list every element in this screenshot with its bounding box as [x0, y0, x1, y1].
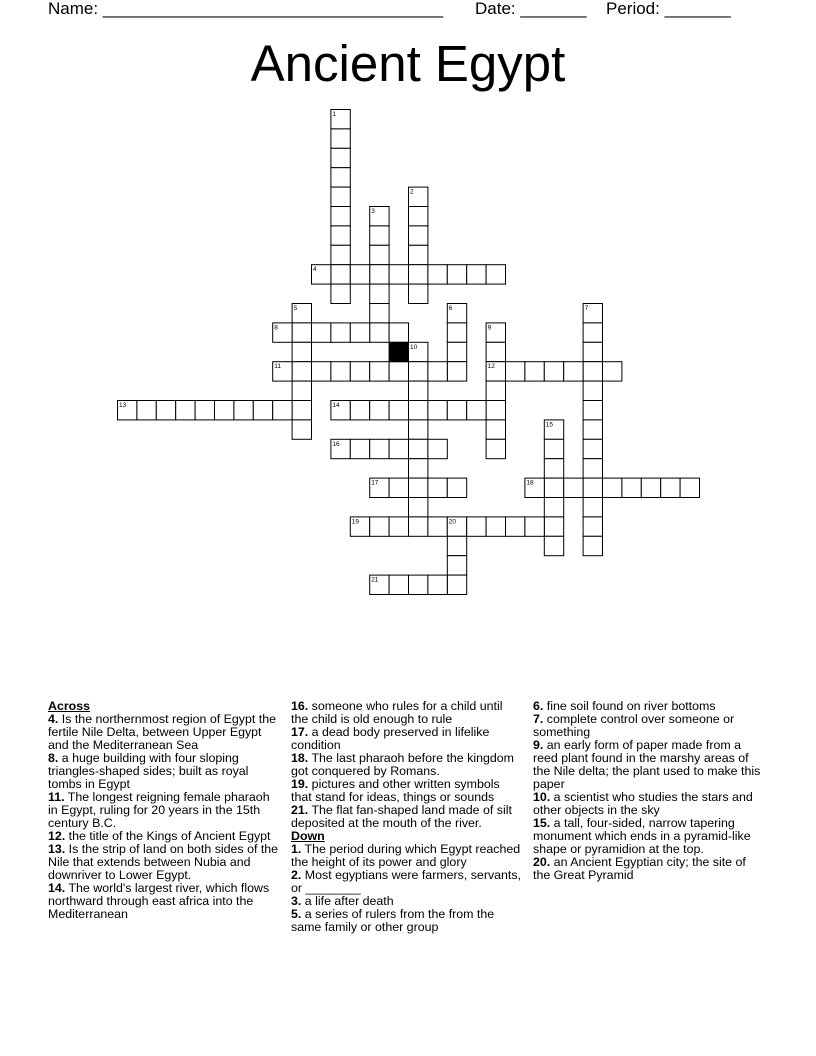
clue-number-label: 21. — [291, 803, 309, 817]
grid-cell[interactable] — [370, 304, 389, 323]
grid-cell[interactable] — [195, 401, 214, 420]
clue-number-label: 5. — [291, 907, 302, 921]
clue-number-label: 15. — [533, 816, 551, 830]
grid-cell[interactable] — [486, 342, 505, 361]
clue-text: The period during which Egypt reached the height of its power and glory — [291, 842, 521, 869]
clue-number: 6 — [448, 305, 453, 312]
grid-cell[interactable] — [486, 401, 505, 420]
grid-cell[interactable] — [583, 420, 602, 439]
clue-number: 18 — [526, 479, 534, 487]
grid-cell[interactable] — [389, 517, 408, 536]
clue-number: 2 — [410, 188, 414, 196]
clue-number: 17 — [371, 479, 379, 487]
clue-text: the title of the Kings of Ancient Egypt — [65, 829, 271, 843]
clue-number: 8 — [274, 324, 278, 332]
clue-number: 7 — [584, 305, 589, 312]
grid-cell[interactable] — [486, 381, 505, 400]
grid-cell[interactable] — [292, 323, 311, 342]
clue-number: 14 — [332, 402, 340, 409]
grid-cell[interactable] — [428, 478, 447, 497]
grid-cell[interactable] — [409, 575, 428, 594]
grid-cell[interactable] — [370, 517, 389, 536]
grid-cell[interactable] — [292, 362, 311, 381]
clue-text: a huge building with four sloping triangles-shaped sides; built as royal tombs in Egypt — [48, 751, 249, 791]
grid-cell[interactable] — [428, 362, 447, 381]
down-clue — [533, 791, 765, 817]
black-grid-cell — [389, 342, 408, 361]
grid-cell[interactable] — [506, 362, 525, 381]
grid-cell[interactable] — [389, 401, 408, 420]
date-field-label[interactable]: Date: _______ — [475, 0, 587, 18]
across-clue — [291, 778, 523, 804]
grid-cell[interactable] — [389, 265, 408, 284]
grid-cell[interactable] — [409, 459, 428, 478]
grid-cell[interactable] — [583, 362, 602, 381]
grid-cell[interactable] — [583, 439, 602, 458]
grid-cell[interactable] — [350, 362, 369, 381]
across-clue — [291, 726, 523, 752]
clue-text: pictures and other written symbols that stand for ideas, things or sounds — [291, 777, 500, 804]
clue-text: a series of rulers from the from the same family or other group — [291, 907, 495, 934]
across-clue — [48, 752, 280, 791]
clue-number: 20 — [448, 518, 457, 526]
clue-text: Most egyptians were farmers, servants, or ________ — [291, 868, 522, 895]
clue-column-3 — [533, 700, 765, 882]
grid-cell[interactable] — [583, 342, 602, 361]
clue-text: a life after death — [301, 894, 394, 908]
grid-cell[interactable] — [486, 439, 505, 458]
clue-number: 11 — [274, 363, 281, 371]
down-clue — [533, 856, 765, 882]
grid-cell[interactable] — [331, 226, 350, 245]
page-title: Ancient Egypt — [250, 35, 566, 92]
grid-cell[interactable] — [467, 517, 486, 536]
grid-cell[interactable] — [331, 362, 350, 381]
grid-cell[interactable] — [583, 478, 602, 497]
grid-cell[interactable] — [331, 323, 350, 342]
grid-cell[interactable] — [292, 401, 311, 420]
grid-cell[interactable] — [292, 342, 311, 361]
grid-cell[interactable] — [564, 362, 583, 381]
clue-text: Is the northernmost region of Egypt the fertile Nile Delta, between Upper Egypt and the Mediterranean Sea — [48, 712, 276, 752]
down-clue — [533, 713, 765, 739]
grid-cell[interactable] — [641, 478, 660, 497]
grid-cell[interactable] — [583, 498, 602, 517]
grid-cell[interactable] — [370, 323, 389, 342]
grid-cell[interactable] — [370, 439, 389, 458]
name-field-label[interactable]: Name: ____________________________________ — [48, 0, 444, 18]
grid-cell[interactable] — [583, 401, 602, 420]
grid-cell[interactable] — [544, 362, 563, 381]
grid-cell[interactable] — [137, 401, 156, 420]
grid-cell[interactable] — [486, 265, 505, 284]
clue-text: complete control over someone or something — [533, 712, 735, 739]
grid-cell[interactable] — [544, 439, 563, 458]
grid-cell[interactable] — [409, 401, 428, 420]
grid-cell[interactable] — [312, 323, 331, 342]
clue-number-label: 20. — [533, 855, 551, 869]
grid-cell[interactable] — [428, 265, 447, 284]
clue-number: 4 — [313, 266, 317, 274]
grid-cell[interactable] — [331, 187, 350, 206]
clue-number-label: 17. — [291, 725, 309, 739]
period-field-label[interactable]: Period: _______ — [606, 0, 731, 18]
clue-text: The longest reigning female pharaoh in Egypt, ruling for 20 years in the 15th century B.C. — [48, 790, 270, 830]
clue-text: Is the strip of land on both sides of the Nile that extends between Nubia and downriver to Lower Egypt. — [48, 842, 279, 882]
clue-text: an Ancient Egyptian city; the site of the Great Pyramid — [533, 855, 746, 882]
grid-cell[interactable] — [583, 459, 602, 478]
grid-cell[interactable] — [661, 478, 680, 497]
grid-cell[interactable] — [486, 420, 505, 439]
grid-cell[interactable] — [680, 478, 699, 497]
grid-cell[interactable] — [544, 478, 563, 497]
grid-cell[interactable] — [409, 381, 428, 400]
clue-text: The last pharaoh before the kingdom got conquered by Romans. — [291, 751, 514, 778]
grid-cell[interactable] — [525, 362, 544, 381]
grid-cell[interactable] — [215, 401, 234, 420]
clue-number: 10 — [410, 343, 418, 351]
clue-number: 19 — [351, 518, 360, 526]
clue-number-label: 13. — [48, 842, 66, 856]
clue-number-label: 10. — [533, 790, 551, 804]
grid-cell[interactable] — [370, 401, 389, 420]
clue-number-label: 9. — [533, 738, 544, 752]
grid-cell[interactable] — [331, 245, 350, 264]
clue-text: a dead body preserved in lifelike condition — [291, 725, 490, 752]
grid-cell[interactable] — [583, 323, 602, 342]
grid-cell[interactable] — [331, 129, 350, 148]
clue-number: 21 — [371, 576, 379, 584]
grid-cell[interactable] — [389, 478, 408, 497]
grid-cell[interactable] — [156, 401, 175, 420]
grid-cell[interactable] — [176, 401, 195, 420]
grid-cell[interactable] — [603, 478, 622, 497]
grid-cell[interactable] — [370, 226, 389, 245]
grid-cell[interactable] — [409, 226, 428, 245]
clue-number: 16 — [332, 440, 340, 448]
grid-cell[interactable] — [409, 420, 428, 439]
grid-cell[interactable] — [350, 439, 369, 458]
grid-cell[interactable] — [447, 556, 466, 575]
across-heading: Across — [48, 699, 91, 713]
grid-cell[interactable] — [447, 323, 466, 342]
grid-cell[interactable] — [447, 478, 466, 497]
grid-cell[interactable] — [409, 245, 428, 264]
grid-cell[interactable] — [331, 168, 350, 187]
down-clue — [533, 817, 765, 856]
grid-cell[interactable] — [389, 362, 408, 381]
grid-cell[interactable] — [331, 284, 350, 303]
clue-text: a scientist who studies the stars and other objects in the sky — [533, 790, 753, 817]
grid-cell[interactable] — [544, 517, 563, 536]
clue-number-label: 16. — [291, 699, 309, 713]
grid-cell[interactable] — [331, 148, 350, 167]
grid-cell[interactable] — [428, 575, 447, 594]
grid-cell[interactable] — [350, 401, 369, 420]
down-clue — [291, 843, 523, 869]
down-clue — [291, 908, 523, 934]
grid-cell[interactable] — [350, 323, 369, 342]
grid-cell[interactable] — [447, 575, 466, 594]
across-clue — [48, 791, 280, 830]
grid-cell[interactable] — [409, 362, 428, 381]
grid-cell[interactable] — [447, 342, 466, 361]
clue-number: 15 — [545, 421, 554, 429]
across-clue — [291, 700, 523, 726]
grid-cell[interactable] — [428, 517, 447, 536]
clue-column-1 — [48, 700, 280, 921]
grid-cell[interactable] — [389, 439, 408, 458]
across-clue — [48, 713, 280, 752]
grid-cell[interactable] — [447, 401, 466, 420]
grid-cell[interactable] — [447, 362, 466, 381]
clue-number-label: 7. — [533, 712, 544, 726]
grid-cell[interactable] — [467, 401, 486, 420]
down-heading: Down — [291, 829, 325, 843]
down-clue — [291, 869, 523, 895]
clue-column-2 — [291, 700, 523, 934]
grid-cell[interactable] — [253, 401, 272, 420]
clue-number-label: 12. — [48, 829, 66, 843]
clue-number: 12 — [487, 363, 495, 371]
clue-text: a tall, four-sided, narrow tapering monument which ends in a pyramid-like shape or pyramidion at the top. — [533, 816, 751, 856]
clue-number-label: 11. — [48, 790, 65, 804]
grid-cell[interactable] — [544, 459, 563, 478]
grid-cell[interactable] — [447, 536, 466, 555]
across-clue — [48, 882, 280, 921]
grid-cell[interactable] — [350, 265, 369, 284]
grid-cell[interactable] — [409, 439, 428, 458]
across-clue — [291, 804, 523, 830]
clue-text: an early form of paper made from a reed plant found in the marshy areas of the Nile delta; the plant used to make this paper — [533, 738, 761, 791]
grid-cell[interactable] — [409, 478, 428, 497]
grid-cell[interactable] — [428, 439, 447, 458]
clue-text: someone who rules for a child until the child is old enough to rule — [291, 699, 503, 726]
grid-cell[interactable] — [331, 207, 350, 226]
grid-cell[interactable] — [467, 265, 486, 284]
grid-cell[interactable] — [564, 478, 583, 497]
grid-cell[interactable] — [273, 401, 292, 420]
down-clue — [533, 739, 765, 791]
grid-cell[interactable] — [583, 536, 602, 555]
grid-cell[interactable] — [486, 517, 505, 536]
grid-cell[interactable] — [622, 478, 641, 497]
clue-number-label: 18. — [291, 751, 309, 765]
grid-cell[interactable] — [389, 575, 408, 594]
grid-cell[interactable] — [389, 323, 408, 342]
clue-number-label: 3. — [291, 894, 302, 908]
grid-cell[interactable] — [428, 401, 447, 420]
grid-cell[interactable] — [370, 284, 389, 303]
clue-number: 13 — [119, 402, 127, 409]
grid-cell[interactable] — [370, 265, 389, 284]
clue-number: 9 — [487, 324, 492, 332]
grid-cell[interactable] — [506, 517, 525, 536]
grid-cell[interactable] — [525, 517, 544, 536]
clue-number-label: 14. — [48, 881, 66, 895]
grid-cell[interactable] — [292, 381, 311, 400]
clue-number-label: 1. — [291, 842, 302, 856]
grid-cell[interactable] — [234, 401, 253, 420]
clue-number: 1 — [332, 111, 337, 118]
clue-number-label: 2. — [291, 868, 302, 882]
across-clue — [48, 843, 280, 882]
grid-cell[interactable] — [331, 265, 350, 284]
grid-cell[interactable] — [292, 420, 311, 439]
clue-number: 3 — [371, 208, 375, 215]
grid-cell[interactable] — [409, 498, 428, 517]
grid-cell[interactable] — [583, 517, 602, 536]
clue-number-label: 19. — [291, 777, 309, 791]
grid-cell[interactable] — [603, 362, 622, 381]
grid-cell[interactable] — [409, 207, 428, 226]
grid-cell[interactable] — [447, 265, 466, 284]
grid-cell[interactable] — [409, 517, 428, 536]
grid-cell[interactable] — [312, 362, 331, 381]
clue-number-label: 6. — [533, 699, 544, 713]
grid-cell[interactable] — [544, 498, 563, 517]
grid-cell[interactable] — [544, 536, 563, 555]
across-clue — [291, 752, 523, 778]
grid-cell[interactable] — [370, 362, 389, 381]
clue-number-label: 8. — [48, 751, 59, 765]
grid-cell[interactable] — [409, 284, 428, 303]
grid-cell[interactable] — [370, 245, 389, 264]
clue-text: The world's largest river, which flows northward through east africa into the Mediterranean — [48, 881, 270, 921]
clue-text: fine soil found on river bottoms — [543, 699, 716, 713]
clue-number-label: 4. — [48, 712, 59, 726]
grid-cell[interactable] — [409, 265, 428, 284]
clue-number: 5 — [293, 305, 298, 312]
clue-text: The flat fan-shaped land made of silt deposited at the mouth of the river. — [291, 803, 512, 830]
grid-cell[interactable] — [583, 381, 602, 400]
